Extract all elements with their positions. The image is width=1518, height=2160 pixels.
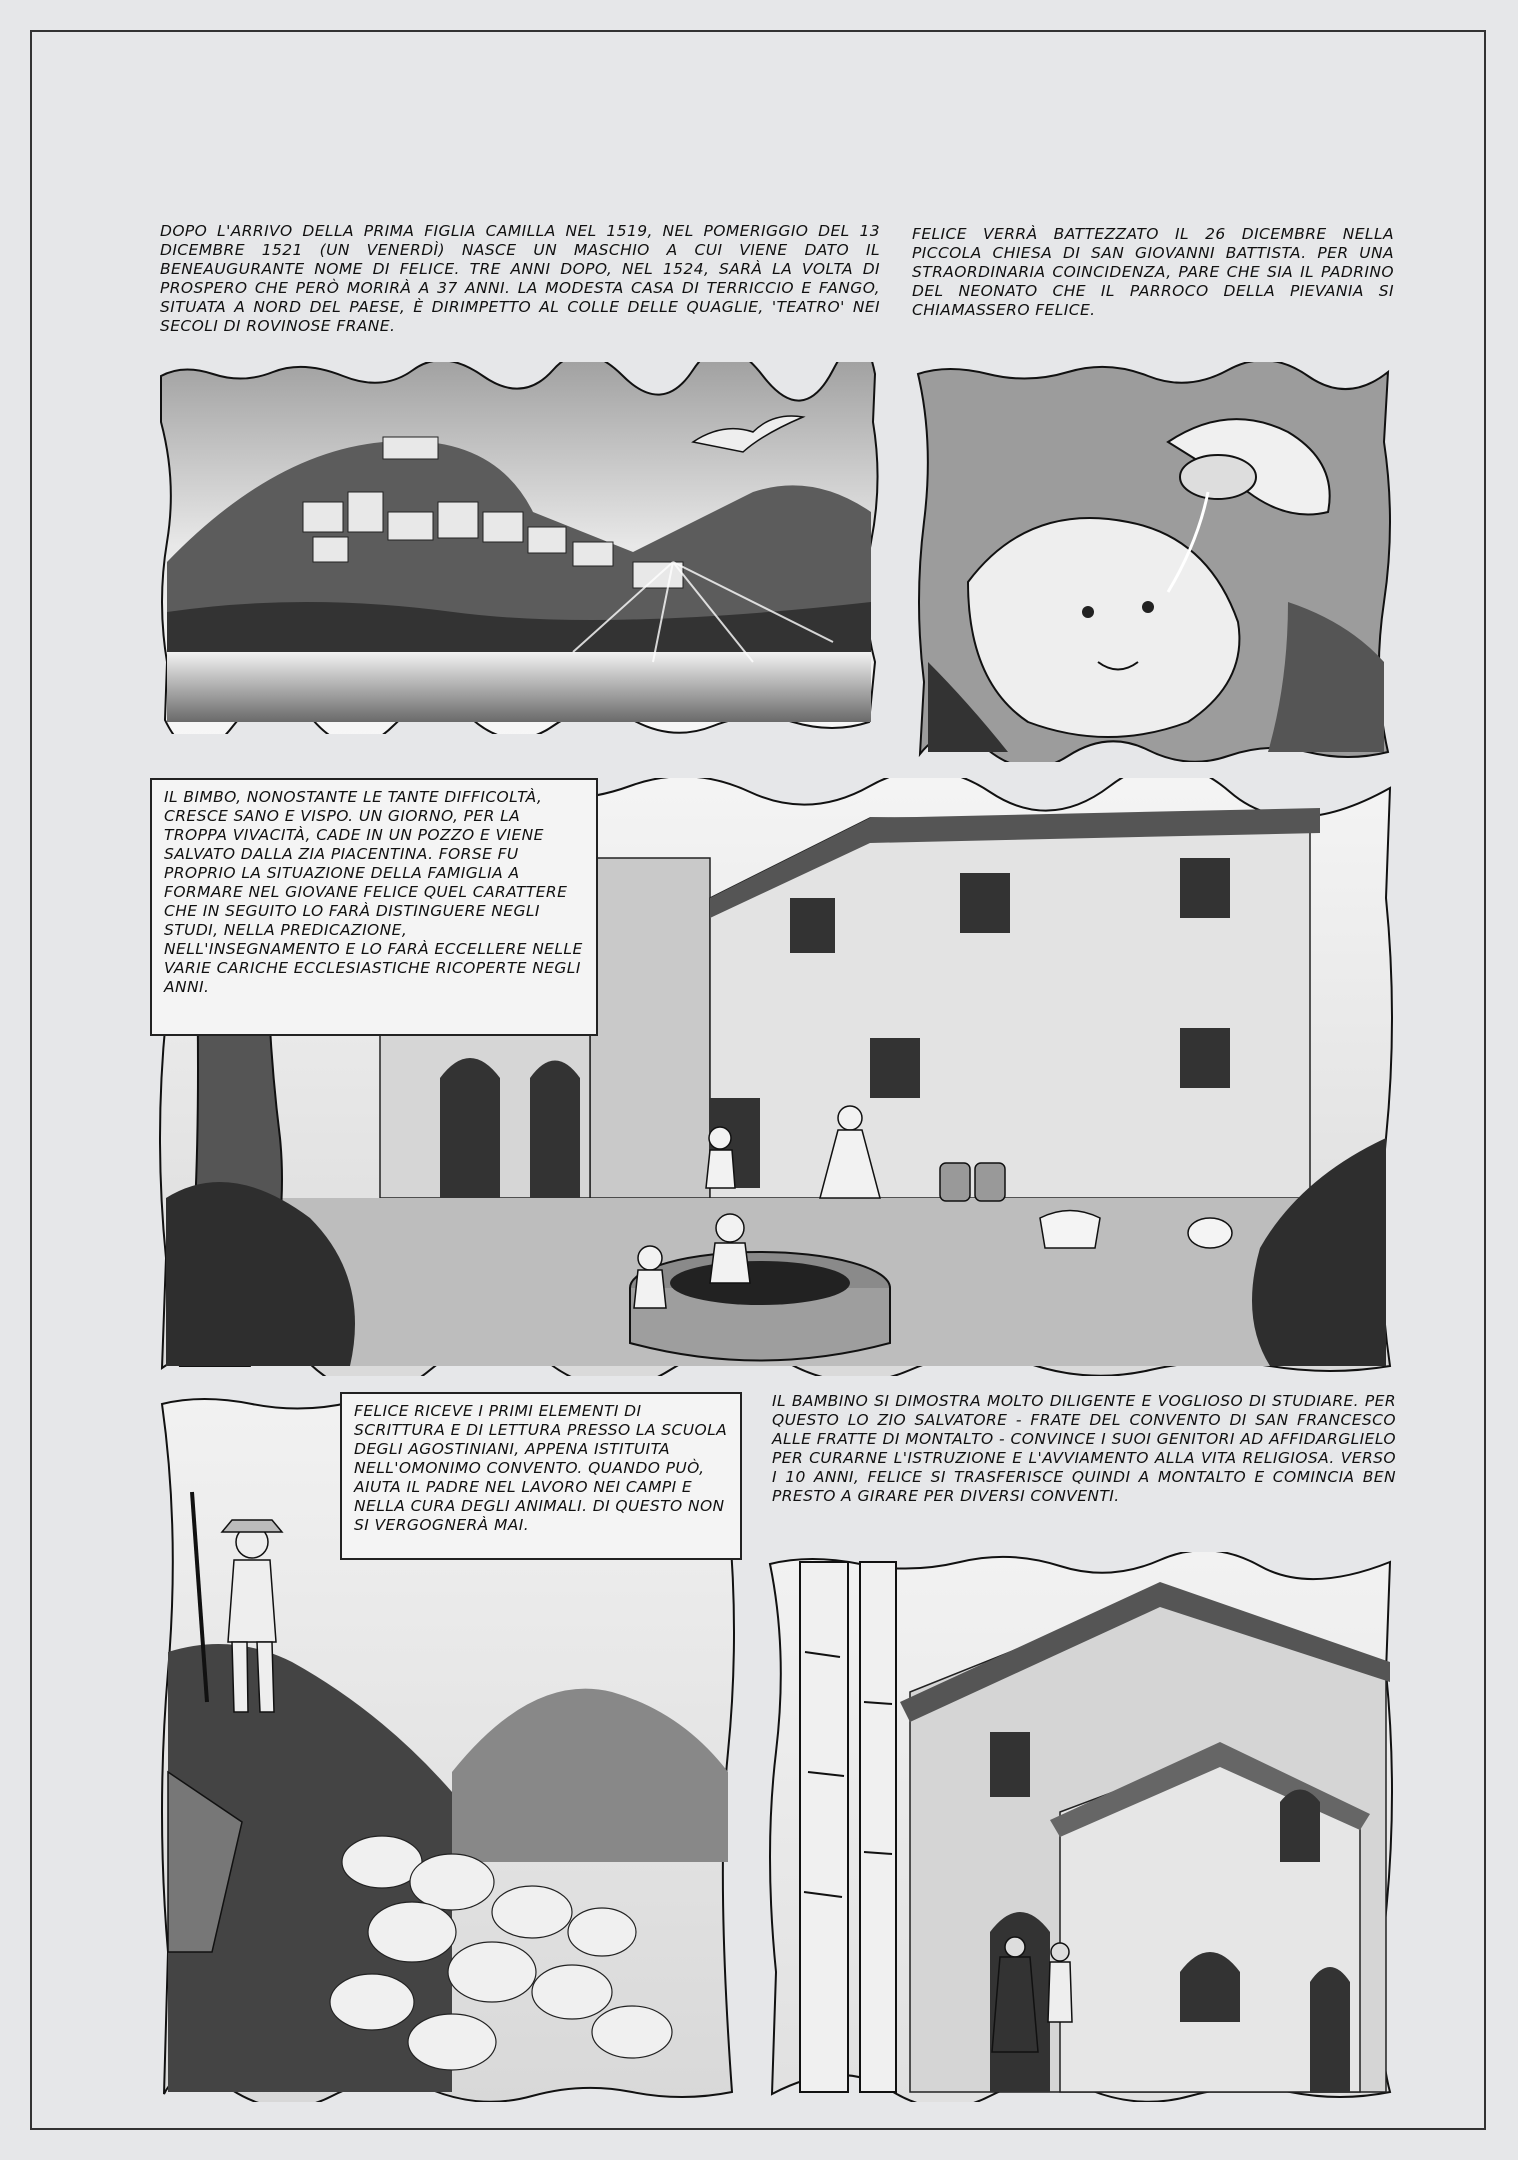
caption-school: FELICE RICEVE I PRIMI ELEMENTI DI SCRITTURA E DI LETTURA PRESSO LA SCUOLA DEGLI AGOSTINIANI, APPENA ISTITUITA NELL'OMONIMO CONVENTO. QUANDO PUÒ, AIUTA IL PADRE NEL LAVORO NEI CAMPI E NELLA CURA DEGLI ANIMALI. DI QUESTO NON SI VERGOGNERÀ MAI. xyxy=(354,1402,728,1534)
caption-birth: DOPO L'ARRIVO DELLA PRIMA FIGLIA CAMILLA NEL 1519, NEL POMERIGGIO DEL 13 DICEMBRE 1521 (UN VENERDÌ) NASCE UN MASCHIO A CUI VIENE DATO IL BENEAUGURANTE NOME DI FELICE. TRE ANNI DOPO, NEL 1524, SARÀ LA VOLTA DI PROSPERO CHE PERÒ MORIRÀ A 37 ANNI. LA MODESTA CASA DI TERRICCIO E FANGO, SITUATA A NORD DEL PAESE, È DIRIMPETTO AL COLLE DELLE QUAGLIE, 'TEATRO' NEI SECOLI DI ROVINOSE FRANE. xyxy=(160,222,880,335)
caption-convent: IL BAMBINO SI DIMOSTRA MOLTO DILIGENTE E VOGLIOSO DI STUDIARE. PER QUESTO LO ZIO SALVATORE - FRATE DEL CONVENTO DI SAN FRANCESCO ALLE FRATTE DI MONTALTO - CONVINCE I SUOI GENITORI AD AFFIDARGLIELO PER CURARNE L'ISTRUZIONE E L'AVVIAMENTO ALLA VITA RELIGIOSA. VERSO I 10 ANNI, FELICE SI TRASFERISCE QUINDI A MONTALTO E COMINCIA BEN PRESTO A GIRARE PER DIVERSI CONVENTI. xyxy=(772,1392,1396,1505)
panel-baptism xyxy=(908,362,1398,762)
caption-baptism: FELICE VERRÀ BATTEZZATO IL 26 DICEMBRE NELLA PICCOLA CHIESA DI SAN GIOVANNI BATTISTA. PER UNA STRAORDINARIA COINCIDENZA, PARE CHE SIA IL PADRINO DEL NEONATO CHE IL PARROCO DELLA PIEVANIA SI CHIAMASSERO FELICE. xyxy=(912,225,1394,319)
caption-well: IL BIMBO, NONOSTANTE LE TANTE DIFFICOLTÀ, CRESCE SANO E VISPO. UN GIORNO, PER LA TROPPA VIVACITÀ, CADE IN UN POZZO E VIENE SALVATO DALLA ZIA PIACENTINA. FORSE FU PROPRIO LA SITUAZIONE DELLA FAMIGLIA A FORMARE NEL GIOVANE FELICE QUEL CARATTERE CHE IN SEGUITO LO FARÀ DISTINGUERE NEGLI STUDI, NELLA PREDICAZIONE, NELL'INSEGNAMENTO E LO FARÀ ECCELLERE NELLE VARIE CARICHE ECCLESIASTICHE RICOPERTE NEGLI ANNI. xyxy=(164,788,583,996)
panel-convent xyxy=(760,1552,1400,2102)
caption-box-school xyxy=(340,1392,742,1560)
panel-village-landscape xyxy=(153,362,883,734)
caption-box-well xyxy=(150,778,598,1036)
